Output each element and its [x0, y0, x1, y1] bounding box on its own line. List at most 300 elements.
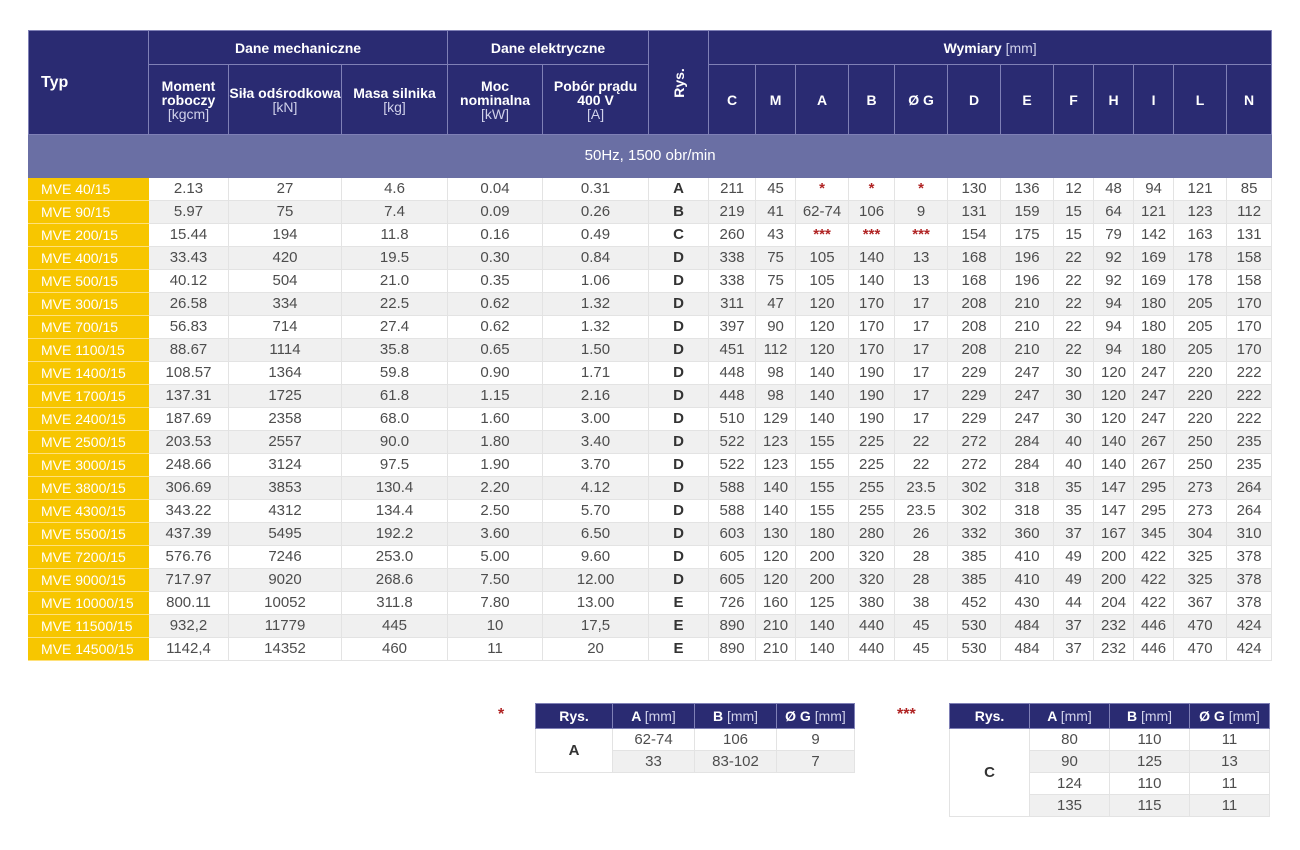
value-cell: 229	[948, 362, 1001, 385]
value-cell: 284	[1001, 431, 1054, 454]
value-cell: 5.97	[149, 201, 229, 224]
type-cell: MVE 2400/15	[29, 408, 149, 431]
value-cell: 178	[1174, 270, 1227, 293]
value-cell: 9	[777, 729, 855, 751]
value-cell: 155	[796, 431, 849, 454]
table-row	[29, 339, 1272, 362]
value-cell: 168	[948, 247, 1001, 270]
value-cell: 2.20	[448, 477, 543, 500]
value-cell: 0.35	[448, 270, 543, 293]
value-cell: 890	[709, 638, 756, 661]
value-cell: D	[649, 408, 709, 431]
value-cell: 120	[796, 339, 849, 362]
value-cell: 229	[948, 385, 1001, 408]
note1-header-3: Ø G [mm]	[777, 704, 855, 729]
value-cell: D	[649, 477, 709, 500]
value-cell: 378	[1227, 546, 1272, 569]
value-cell: 187.69	[149, 408, 229, 431]
col-header-2: Masa silnika [kg]	[342, 65, 448, 135]
value-cell: 180	[1134, 339, 1174, 362]
value-cell: 155	[796, 477, 849, 500]
value-cell: 1.32	[543, 293, 649, 316]
value-cell: C	[649, 224, 709, 247]
value-cell: 175	[1001, 224, 1054, 247]
table-row	[29, 178, 1272, 201]
value-cell: 80	[1030, 729, 1110, 751]
value-cell: 75	[756, 247, 796, 270]
value-cell: 247	[1134, 408, 1174, 431]
value-cell: 334	[229, 293, 342, 316]
value-cell: 17	[895, 339, 948, 362]
value-cell: 131	[1227, 224, 1272, 247]
value-cell: ***	[796, 224, 849, 247]
value-cell: 248.66	[149, 454, 229, 477]
value-cell: 14352	[229, 638, 342, 661]
value-cell: 0.62	[448, 316, 543, 339]
value-cell: 440	[849, 638, 895, 661]
value-cell: 222	[1227, 408, 1272, 431]
type-cell: MVE 7200/15	[29, 546, 149, 569]
value-cell: D	[649, 546, 709, 569]
value-cell: D	[649, 247, 709, 270]
value-cell: E	[649, 615, 709, 638]
value-cell: 147	[1094, 477, 1134, 500]
value-cell: 190	[849, 408, 895, 431]
type-cell: MVE 9000/15	[29, 569, 149, 592]
value-cell: 105	[796, 270, 849, 293]
value-cell: 247	[1001, 385, 1054, 408]
value-cell: 90	[756, 316, 796, 339]
value-cell: 310	[1227, 523, 1272, 546]
value-cell: 11	[1190, 795, 1270, 817]
value-cell: 130	[948, 178, 1001, 201]
value-cell: 11	[448, 638, 543, 661]
value-cell: 180	[1134, 316, 1174, 339]
value-cell: 45	[895, 615, 948, 638]
value-cell: 504	[229, 270, 342, 293]
value-cell: 445	[342, 615, 448, 638]
value-cell: 40	[1054, 431, 1094, 454]
value-cell: 170	[1227, 316, 1272, 339]
value-cell: 11779	[229, 615, 342, 638]
value-cell: 178	[1174, 247, 1227, 270]
value-cell: 112	[1227, 201, 1272, 224]
value-cell: 208	[948, 339, 1001, 362]
type-cell: MVE 5500/15	[29, 523, 149, 546]
value-cell: 3.00	[543, 408, 649, 431]
value-cell: 136	[1001, 178, 1054, 201]
value-cell: 22.5	[342, 293, 448, 316]
value-cell: 11	[1190, 773, 1270, 795]
value-cell: 1114	[229, 339, 342, 362]
value-cell: 522	[709, 431, 756, 454]
value-cell: 302	[948, 477, 1001, 500]
value-cell: 200	[1094, 546, 1134, 569]
value-cell: 267	[1134, 431, 1174, 454]
value-cell: 120	[796, 293, 849, 316]
value-cell: 41	[756, 201, 796, 224]
value-cell: 1.71	[543, 362, 649, 385]
value-cell: 9	[895, 201, 948, 224]
type-cell: MVE 700/15	[29, 316, 149, 339]
value-cell: 437.39	[149, 523, 229, 546]
value-cell: 30	[1054, 408, 1094, 431]
value-cell: 0.09	[448, 201, 543, 224]
value-cell: 250	[1174, 431, 1227, 454]
value-cell: 22	[1054, 339, 1094, 362]
value-cell: 79	[1094, 224, 1134, 247]
value-cell: A	[649, 178, 709, 201]
value-cell: D	[649, 270, 709, 293]
value-cell: 210	[1001, 316, 1054, 339]
value-cell: 37	[1054, 638, 1094, 661]
value-cell: 45	[895, 638, 948, 661]
value-cell: 194	[229, 224, 342, 247]
value-cell: 28	[895, 569, 948, 592]
value-cell: 204	[1094, 592, 1134, 615]
value-cell: 37	[1054, 523, 1094, 546]
table-row	[29, 247, 1272, 270]
value-cell: 484	[1001, 615, 1054, 638]
table-row	[29, 477, 1272, 500]
value-cell: 49	[1054, 569, 1094, 592]
value-cell: 318	[1001, 500, 1054, 523]
value-cell: 97.5	[342, 454, 448, 477]
value-cell: 160	[756, 592, 796, 615]
value-cell: 378	[1227, 569, 1272, 592]
value-cell: 190	[849, 362, 895, 385]
elec-group-header: Dane elektryczne	[448, 31, 649, 65]
type-cell: MVE 40/15	[29, 178, 149, 201]
value-cell: 1364	[229, 362, 342, 385]
col-header-4: Pobór prądu 400 V [A]	[543, 65, 649, 135]
value-cell: 205	[1174, 316, 1227, 339]
value-cell: 2557	[229, 431, 342, 454]
value-cell: 440	[849, 615, 895, 638]
value-cell: 264	[1227, 500, 1272, 523]
value-cell: 11.8	[342, 224, 448, 247]
value-cell: B	[649, 201, 709, 224]
note1-header-0: Rys.	[536, 704, 613, 729]
type-cell: MVE 11500/15	[29, 615, 149, 638]
value-cell: 422	[1134, 592, 1174, 615]
value-cell: 30	[1054, 362, 1094, 385]
value-cell: 210	[1001, 293, 1054, 316]
dim-header-8: H	[1094, 65, 1134, 135]
dim-header-3: B	[849, 65, 895, 135]
value-cell: 360	[1001, 523, 1054, 546]
type-cell: MVE 1400/15	[29, 362, 149, 385]
value-cell: 56.83	[149, 316, 229, 339]
value-cell: 3.40	[543, 431, 649, 454]
value-cell: 98	[756, 385, 796, 408]
value-cell: 311.8	[342, 592, 448, 615]
value-cell: 90.0	[342, 431, 448, 454]
value-cell: 273	[1174, 477, 1227, 500]
value-cell: 380	[849, 592, 895, 615]
value-cell: D	[649, 293, 709, 316]
value-cell: 142	[1134, 224, 1174, 247]
value-cell: 4.12	[543, 477, 649, 500]
value-cell: 13	[895, 270, 948, 293]
col-header-1: Siła odśrodkowa [kN]	[229, 65, 342, 135]
table-row	[29, 523, 1272, 546]
value-cell: 196	[1001, 270, 1054, 293]
value-cell: 0.49	[543, 224, 649, 247]
value-cell: 235	[1227, 431, 1272, 454]
value-cell: 140	[796, 638, 849, 661]
value-cell: E	[649, 592, 709, 615]
value-cell: 522	[709, 454, 756, 477]
value-cell: 140	[849, 247, 895, 270]
value-cell: 38	[895, 592, 948, 615]
value-cell: 75	[229, 201, 342, 224]
value-cell: 105	[796, 247, 849, 270]
value-cell: 470	[1174, 615, 1227, 638]
table-row	[29, 201, 1272, 224]
value-cell: 180	[1134, 293, 1174, 316]
value-cell: 3.60	[448, 523, 543, 546]
value-cell: 448	[709, 385, 756, 408]
value-cell: 0.30	[448, 247, 543, 270]
type-cell: MVE 3000/15	[29, 454, 149, 477]
value-cell: 220	[1174, 385, 1227, 408]
value-cell: 219	[709, 201, 756, 224]
value-cell: 210	[1001, 339, 1054, 362]
value-cell: 3853	[229, 477, 342, 500]
value-cell: 325	[1174, 546, 1227, 569]
value-cell: 5.00	[448, 546, 543, 569]
value-cell: 180	[796, 523, 849, 546]
dim-header-11: N	[1227, 65, 1272, 135]
table-row	[29, 546, 1272, 569]
value-cell: 120	[756, 569, 796, 592]
note1-header-2: B [mm]	[695, 704, 777, 729]
value-cell: 110	[1110, 729, 1190, 751]
value-cell: 510	[709, 408, 756, 431]
table-row	[950, 729, 1270, 751]
value-cell: 603	[709, 523, 756, 546]
value-cell: 61.8	[342, 385, 448, 408]
type-cell: MVE 90/15	[29, 201, 149, 224]
value-cell: 140	[796, 408, 849, 431]
value-cell: 17	[895, 385, 948, 408]
value-cell: 140	[796, 362, 849, 385]
value-cell: 1.80	[448, 431, 543, 454]
value-cell: 21.0	[342, 270, 448, 293]
table-row	[29, 500, 1272, 523]
value-cell: 229	[948, 408, 1001, 431]
value-cell: 129	[756, 408, 796, 431]
value-cell: 1142,4	[149, 638, 229, 661]
value-cell: 7.50	[448, 569, 543, 592]
value-cell: 306.69	[149, 477, 229, 500]
value-cell: 23.5	[895, 500, 948, 523]
value-cell: 284	[1001, 454, 1054, 477]
value-cell: D	[649, 431, 709, 454]
note1-marker: *	[498, 706, 505, 723]
value-cell: 192.2	[342, 523, 448, 546]
value-cell: 121	[1174, 178, 1227, 201]
value-cell: 205	[1174, 293, 1227, 316]
type-cell: MVE 10000/15	[29, 592, 149, 615]
value-cell: 94	[1134, 178, 1174, 201]
value-cell: 0.31	[543, 178, 649, 201]
value-cell: 40	[1054, 454, 1094, 477]
value-cell: 2.16	[543, 385, 649, 408]
value-cell: 1725	[229, 385, 342, 408]
type-cell: MVE 1700/15	[29, 385, 149, 408]
value-cell: 430	[1001, 592, 1054, 615]
dim-group-header: Wymiary [mm]	[709, 31, 1272, 65]
value-cell: 210	[756, 638, 796, 661]
value-cell: 397	[709, 316, 756, 339]
value-cell: 140	[756, 477, 796, 500]
dim-header-0: C	[709, 65, 756, 135]
value-cell: 5.70	[543, 500, 649, 523]
value-cell: 13	[1190, 751, 1270, 773]
value-cell: 264	[1227, 477, 1272, 500]
value-cell: 158	[1227, 270, 1272, 293]
value-cell: 26	[895, 523, 948, 546]
value-cell: 576.76	[149, 546, 229, 569]
value-cell: 220	[1174, 362, 1227, 385]
value-cell: 530	[948, 638, 1001, 661]
value-cell: 470	[1174, 638, 1227, 661]
table-row	[29, 454, 1272, 477]
value-cell: 267	[1134, 454, 1174, 477]
value-cell: 27.4	[342, 316, 448, 339]
value-cell: 130.4	[342, 477, 448, 500]
dim-header-10: L	[1174, 65, 1227, 135]
value-cell: D	[649, 569, 709, 592]
value-cell: D	[649, 316, 709, 339]
value-cell: 168	[948, 270, 1001, 293]
value-cell: 159	[1001, 201, 1054, 224]
value-cell: 167	[1094, 523, 1134, 546]
note2-header-2: B [mm]	[1110, 704, 1190, 729]
value-cell: 451	[709, 339, 756, 362]
value-cell: 247	[1134, 362, 1174, 385]
value-cell: 0.84	[543, 247, 649, 270]
value-cell: 140	[849, 270, 895, 293]
value-cell: 26.58	[149, 293, 229, 316]
dim-header-2: A	[796, 65, 849, 135]
value-cell: 33	[613, 751, 695, 773]
value-cell: D	[649, 385, 709, 408]
value-cell: 367	[1174, 592, 1227, 615]
value-cell: 22	[895, 431, 948, 454]
value-cell: 2.50	[448, 500, 543, 523]
value-cell: 17	[895, 316, 948, 339]
value-cell: 1.50	[543, 339, 649, 362]
value-cell: 140	[1094, 431, 1134, 454]
value-cell: 9.60	[543, 546, 649, 569]
value-cell: 273	[1174, 500, 1227, 523]
type-cell: MVE 400/15	[29, 247, 149, 270]
value-cell: 108.57	[149, 362, 229, 385]
value-cell: 23.5	[895, 477, 948, 500]
value-cell: 33.43	[149, 247, 229, 270]
typ-header: Typ	[29, 31, 149, 135]
value-cell: 169	[1134, 270, 1174, 293]
value-cell: 27	[229, 178, 342, 201]
value-cell: D	[649, 339, 709, 362]
value-cell: 932,2	[149, 615, 229, 638]
value-cell: 155	[796, 500, 849, 523]
value-cell: 295	[1134, 477, 1174, 500]
value-cell: 232	[1094, 615, 1134, 638]
value-cell: D	[649, 500, 709, 523]
value-cell: 717.97	[149, 569, 229, 592]
value-cell: 1.06	[543, 270, 649, 293]
value-cell: 222	[1227, 385, 1272, 408]
value-cell: 247	[1001, 362, 1054, 385]
value-cell: 588	[709, 477, 756, 500]
value-cell: 147	[1094, 500, 1134, 523]
value-cell: 170	[849, 293, 895, 316]
value-cell: 448	[709, 362, 756, 385]
value-cell: 9020	[229, 569, 342, 592]
value-cell: 140	[756, 500, 796, 523]
mech-group-header: Dane mechaniczne	[149, 31, 448, 65]
value-cell: E	[649, 638, 709, 661]
table-row	[29, 431, 1272, 454]
value-cell: 123	[756, 431, 796, 454]
value-cell: 12	[1054, 178, 1094, 201]
value-cell: 332	[948, 523, 1001, 546]
value-cell: 424	[1227, 638, 1272, 661]
value-cell: 205	[1174, 339, 1227, 362]
value-cell: *	[849, 178, 895, 201]
value-cell: 378	[1227, 592, 1272, 615]
value-cell: 43	[756, 224, 796, 247]
value-cell: 15	[1054, 201, 1094, 224]
dim-header-5: D	[948, 65, 1001, 135]
value-cell: 343.22	[149, 500, 229, 523]
value-cell: 10052	[229, 592, 342, 615]
value-cell: 62-74	[796, 201, 849, 224]
value-cell: 0.16	[448, 224, 543, 247]
table-row	[29, 569, 1272, 592]
value-cell: ***	[895, 224, 948, 247]
value-cell: 7246	[229, 546, 342, 569]
value-cell: 260	[709, 224, 756, 247]
value-cell: 311	[709, 293, 756, 316]
value-cell: 94	[1094, 293, 1134, 316]
col-header-0: Moment roboczy [kgcm]	[149, 65, 229, 135]
value-cell: 10	[448, 615, 543, 638]
value-cell: 1.90	[448, 454, 543, 477]
value-cell: 280	[849, 523, 895, 546]
value-cell: 94	[1094, 316, 1134, 339]
value-cell: 11	[1190, 729, 1270, 751]
value-cell: 17	[895, 408, 948, 431]
value-cell: 1.15	[448, 385, 543, 408]
value-cell: 15.44	[149, 224, 229, 247]
value-cell: 120	[796, 316, 849, 339]
value-cell: 605	[709, 569, 756, 592]
value-cell: 35	[1054, 477, 1094, 500]
value-cell: 210	[756, 615, 796, 638]
value-cell: 200	[796, 546, 849, 569]
value-cell: 28	[895, 546, 948, 569]
value-cell: 5495	[229, 523, 342, 546]
value-cell: *	[895, 178, 948, 201]
value-cell: 131	[948, 201, 1001, 224]
value-cell: 247	[1001, 408, 1054, 431]
value-cell: 1.60	[448, 408, 543, 431]
